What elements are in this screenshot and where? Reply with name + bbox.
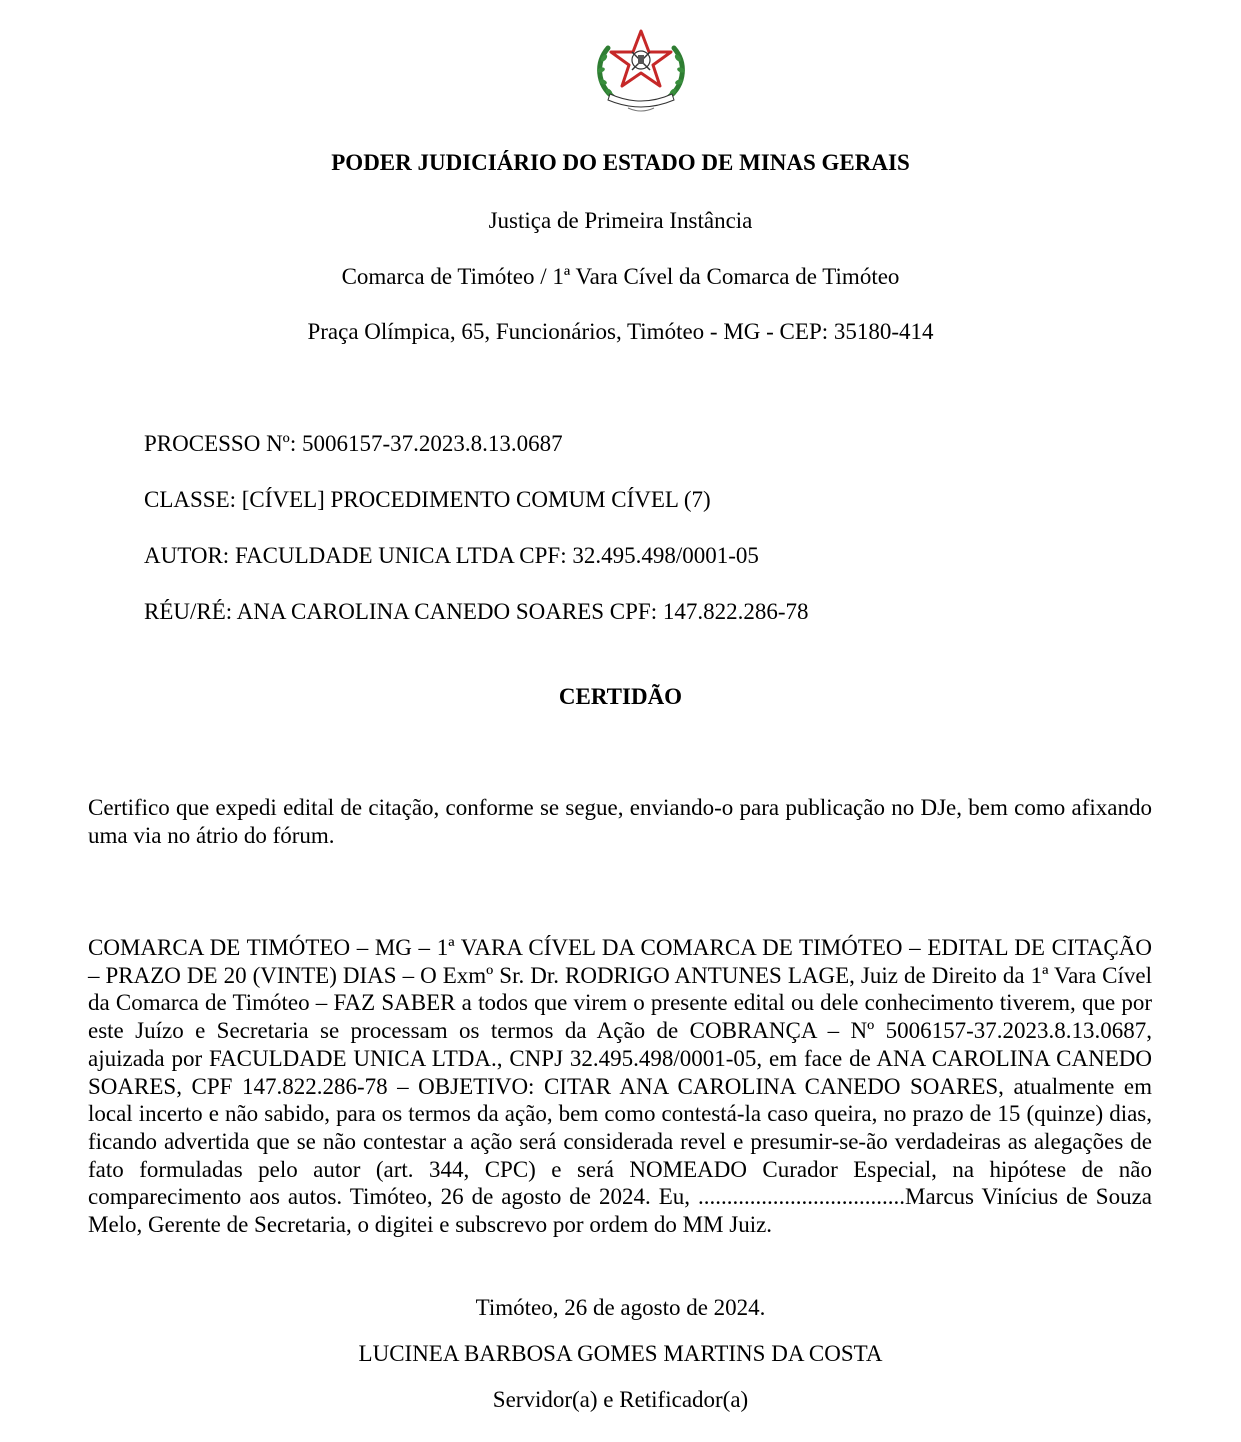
autor-line: AUTOR: FACULDADE UNICA LTDA CPF: 32.495.498/0001-05 xyxy=(144,543,759,568)
instance-line: Justiça de Primeira Instância xyxy=(488,208,753,233)
place-date: Timóteo, 26 de agosto de 2024. xyxy=(475,1295,766,1320)
classe-line: CLASSE: [CÍVEL] PROCEDIMENTO COMUM CÍVEL (7) xyxy=(144,487,711,512)
court-name: PODER JUDICIÁRIO DO ESTADO DE MINAS GERAIS xyxy=(331,150,910,175)
address-line: Praça Olímpica, 65, Funcionários, Timóteo - MG - CEP: 35180-414 xyxy=(307,319,934,344)
certification-paragraph: Certifico que expedi edital de citação, conforme se segue, enviando-o para publicação no DJe, bem como afixando uma via no átrio do fórum. xyxy=(88,795,1152,848)
reu-line: RÉU/RÉ: ANA CAROLINA CANEDO SOARES CPF: 147.822.286-78 xyxy=(144,599,809,624)
signer-name: LUCINEA BARBOSA GOMES MARTINS DA COSTA xyxy=(358,1341,883,1366)
edital-paragraph: COMARCA DE TIMÓTEO – MG – 1ª VARA CÍVEL DA COMARCA DE TIMÓTEO – EDITAL DE CITAÇÃO – PRAZO DE 20 (VINTE) DIAS – O Exmº Sr. Dr. RODRIGO ANTUNES LAGE, Juiz de Direito da 1ª Vara Cível da Comarca de Timóteo – FAZ SABER a todos que virem o presente edital ou dele conhecimento tiverem, que por este Juízo e Secretaria se processam os termos da Ação de COBRANÇA – Nº 5006157-37.2023.8.13.0687, ajuizada por FACULDADE UNICA LTDA., CNPJ 32.495.498/0001-05, em face de ANA CAROLINA CANEDO SOARES, CPF 147.822.286-78 – OBJETIVO: CITAR ANA CAROLINA CANEDO SOARES, atualmente em local incerto e não sabido, para os termos da ação, bem como contestá-la caso queira, no prazo de 15 (quinze) dias, ficando advertida que se não contestar a ação será considerada revel e presumir-se-ão verdadeiras as alegações de fato formuladas pelo autor (art. 344, CPC) e será NOMEADO Curador Especial, na hipótese de não comparecimento aos autos. Timóteo, 26 de agosto de 2024. Eu, ....................................Marcus Vinícius de Souza Melo, Gerente de Secretaria, o digitei e subscrevo por ordem do MM Juiz. xyxy=(88,935,1152,1238)
signer-role: Servidor(a) e Retificador(a) xyxy=(492,1387,749,1412)
processo-line: PROCESSO Nº: 5006157-37.2023.8.13.0687 xyxy=(144,431,563,456)
comarca-line: Comarca de Timóteo / 1ª Vara Cível da Comarca de Timóteo xyxy=(341,264,900,289)
minas-gerais-coat-of-arms-icon xyxy=(594,28,688,116)
document-title: CERTIDÃO xyxy=(558,684,683,709)
